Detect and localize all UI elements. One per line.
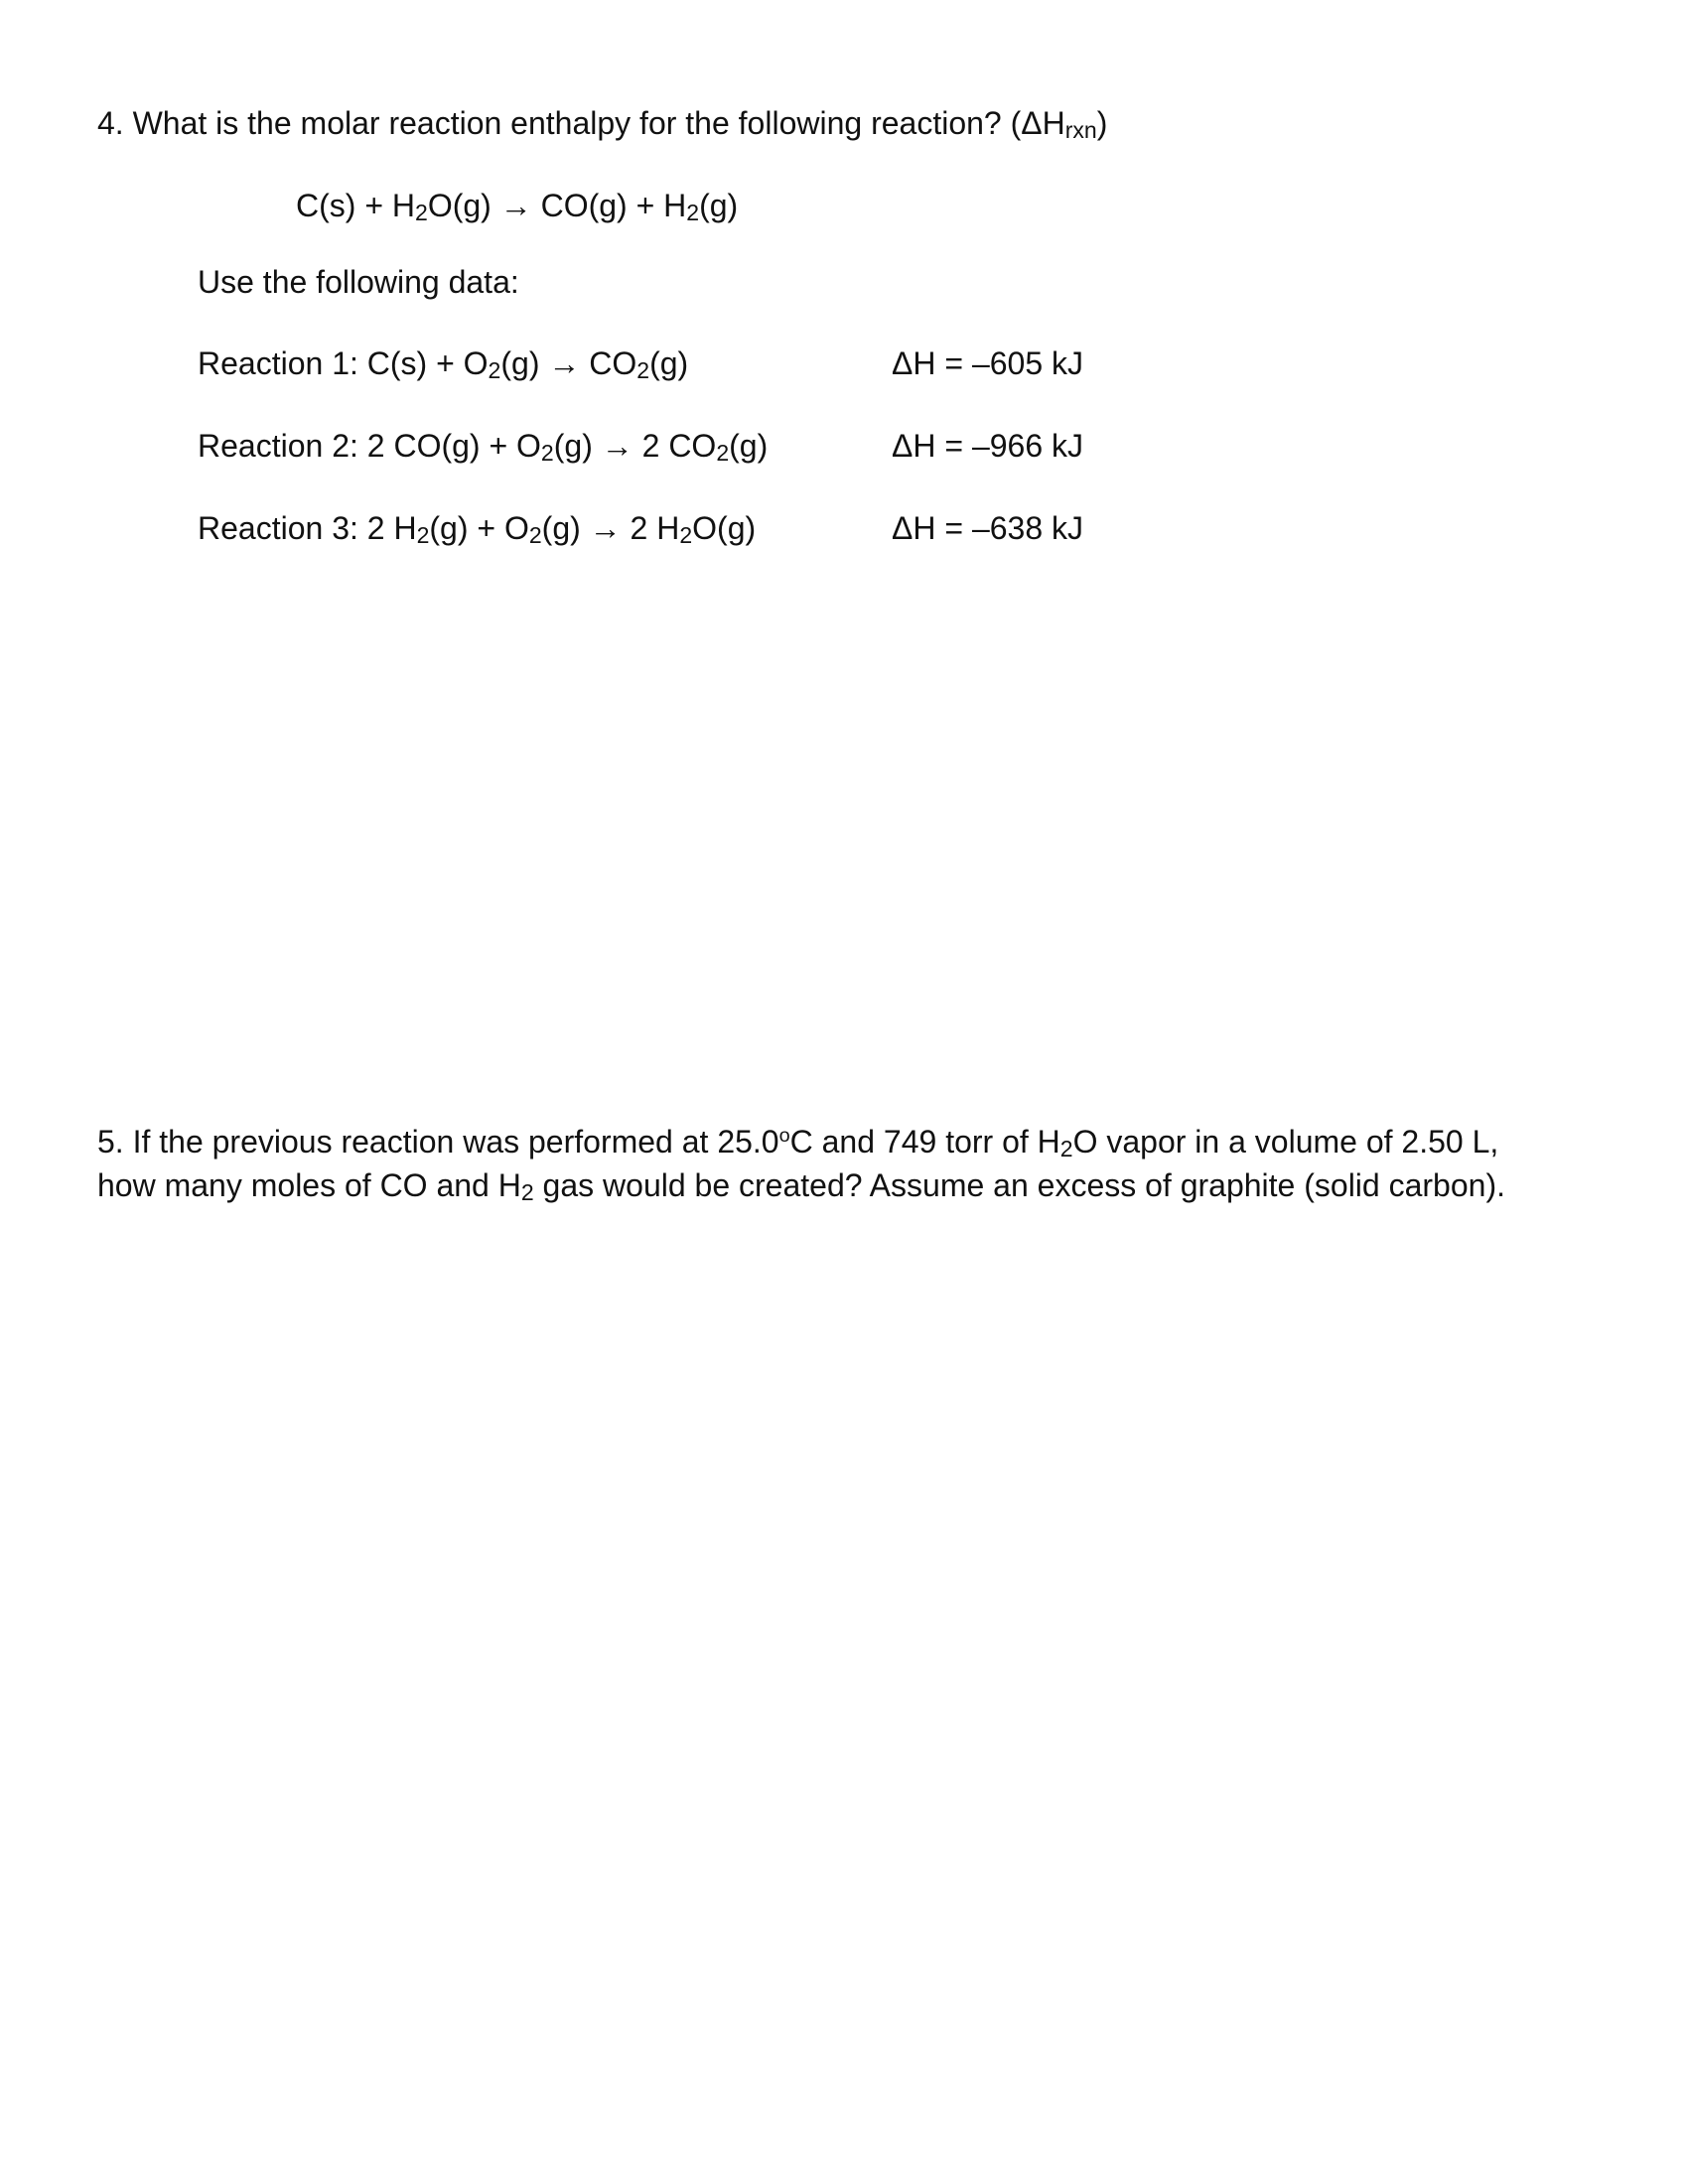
question-5-part: 5. If the previous reaction was performed at 25.0 — [97, 1124, 779, 1160]
reaction-part: (g) — [649, 345, 689, 381]
reaction-part: O(g) — [692, 510, 757, 546]
reaction-subscript: 2 — [636, 357, 650, 384]
question-5-part: C and 749 torr of H — [789, 1124, 1060, 1160]
question-5-line-1 — [97, 1122, 1498, 1161]
reaction-part: Reaction 3: 2 H — [198, 510, 417, 546]
target-reaction-part: O(g) → CO(g) + H — [427, 188, 687, 223]
target-reaction-subscript: 2 — [415, 200, 428, 226]
reaction-part: (g) → 2 CO — [553, 428, 717, 464]
reaction-part: (g) + O — [429, 510, 529, 546]
question-5-subscript: 2 — [520, 1179, 534, 1206]
reaction-subscript: 2 — [716, 440, 730, 467]
degree-superscript: o — [778, 1125, 790, 1148]
question-5-part: how many moles of CO and H — [97, 1167, 521, 1203]
reaction-subscript: 2 — [488, 357, 501, 384]
target-reaction — [296, 186, 738, 225]
reaction-part: (g) → CO — [500, 345, 637, 381]
question-5-subscript: 2 — [1059, 1136, 1073, 1162]
reaction-subscript: 2 — [528, 522, 542, 549]
reaction-part: (g) → 2 H — [541, 510, 680, 546]
target-reaction-part: C(s) + H — [296, 188, 415, 223]
reaction-3-enthalpy: ΔH = –638 kJ — [892, 510, 1084, 546]
question-5-part: O vapor in a volume of 2.50 L, — [1072, 1124, 1499, 1160]
reaction-part: Reaction 2: 2 CO(g) + O — [198, 428, 541, 464]
reaction-subscript: 2 — [679, 522, 693, 549]
reaction-part: Reaction 1: C(s) + O — [198, 345, 489, 381]
question-4-prefix: 4. What is the molar reaction enthalpy for the following reaction? (ΔH — [97, 105, 1065, 141]
target-reaction-subscript: 2 — [686, 200, 700, 226]
question-5-line-2 — [97, 1165, 1505, 1205]
question-4-subscript: rxn — [1064, 117, 1097, 144]
reaction-part: (g) — [729, 428, 769, 464]
reaction-2-enthalpy: ΔH = –966 kJ — [892, 428, 1084, 464]
reaction-subscript: 2 — [416, 522, 430, 549]
question-4-suffix: ) — [1096, 105, 1108, 141]
question-5-part: gas would be created? Assume an excess of graphite (solid carbon). — [533, 1167, 1505, 1203]
target-reaction-part: (g) — [699, 188, 739, 223]
reaction-1-enthalpy: ΔH = –605 kJ — [892, 345, 1084, 381]
question-4-text — [97, 103, 1107, 143]
reaction-2-equation — [198, 426, 768, 466]
reaction-subscript: 2 — [540, 440, 554, 467]
data-intro: Use the following data: — [198, 264, 519, 300]
reaction-1-equation — [198, 343, 688, 383]
reaction-3-equation — [198, 508, 756, 548]
